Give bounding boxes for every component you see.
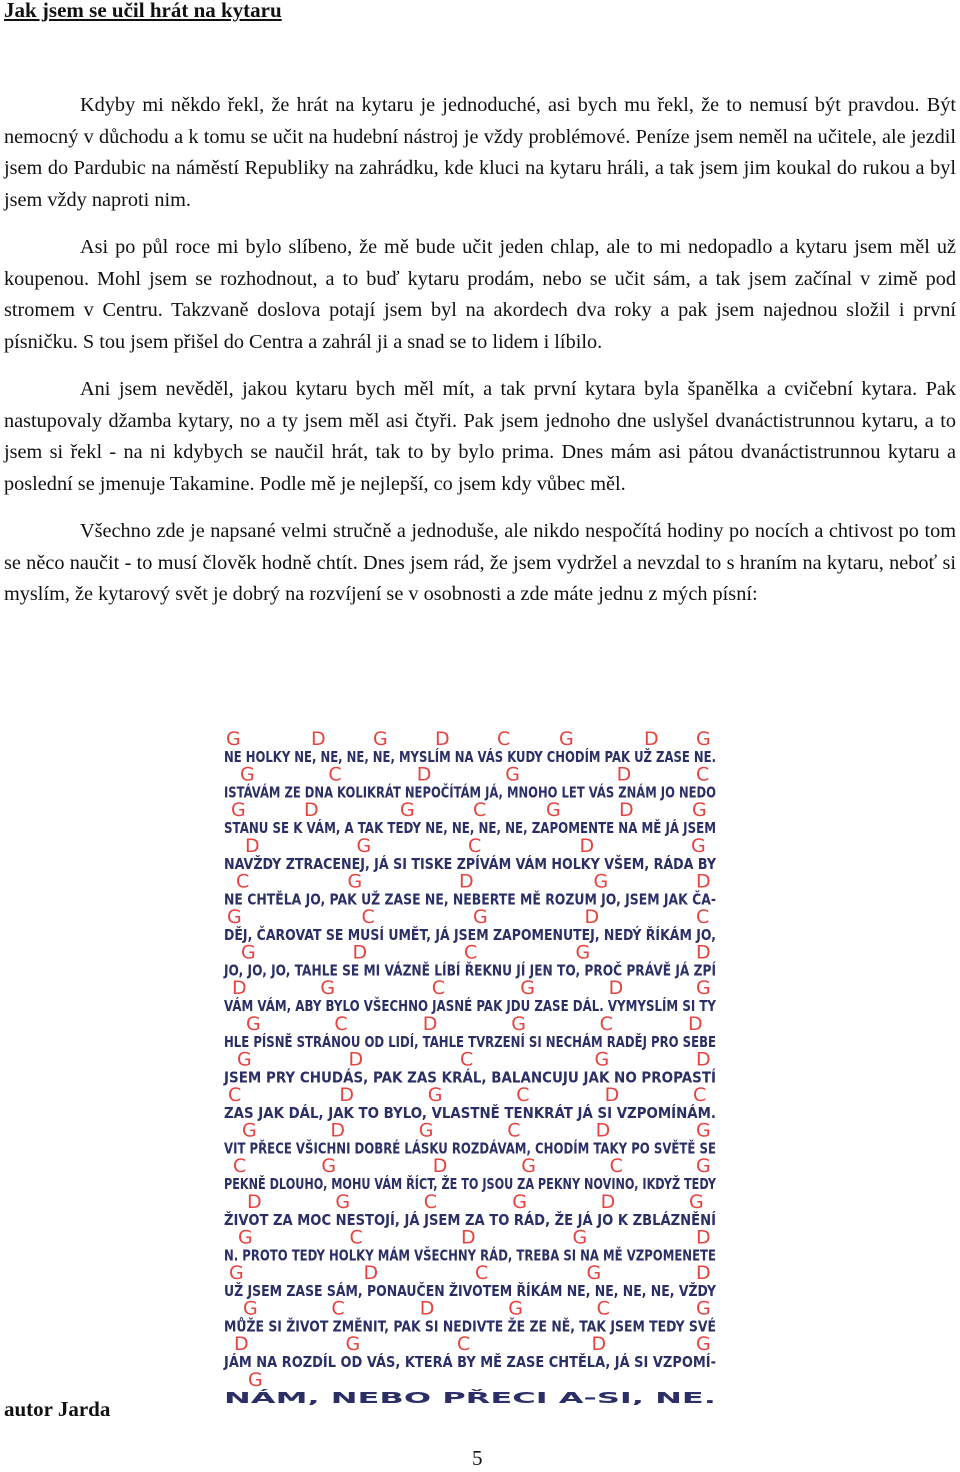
song-lyric-line: NÁM, NEBO PŘECI A-SI, NE. xyxy=(224,1388,455,1407)
song-chord-label: C xyxy=(609,1155,623,1178)
song-chord-label: D xyxy=(234,1333,249,1356)
song-chord-label: G xyxy=(418,1119,434,1142)
song-chord-label: D xyxy=(696,870,711,893)
song-lyric-line: N. PROTO TEDY HOLKY MÁM VŠECHNY RÁD, TREBA SI NA MĚ VZPOMENETE xyxy=(224,1246,856,1265)
song-chord-label: D xyxy=(232,977,247,1000)
song-chord-label: D xyxy=(696,1048,711,1071)
song-chord-label: G xyxy=(320,977,336,1000)
song-chord-label: G xyxy=(572,1226,588,1249)
song-chord-label: G xyxy=(356,834,372,857)
song-lyrics-with-chords xyxy=(222,722,881,1412)
song-lyric-line: JO, JO, JO, TAHLE SE MI VÁZNĚ LÍBÍ ŘEKNU JÍ JEN TO, PROČ PRÁVĚ JÁ ZPÍ xyxy=(224,961,829,980)
song-chord-label: D xyxy=(696,1226,711,1249)
paragraph-guitars: Ani jsem nevěděl, jakou kytaru bych měl mít, a tak první kytara byla španělka a cvičební kytara. Pak nastupovaly džamba kytary, no a ty jsem měl asi čtyři. Pak jsem jednoho dne uslyšel dvanáctistrunnou kytaru, a to jsem si řekl - na ni kdybych se naučil hrát, tak to by bylo prima. Dnes mám asi pátou dvanáctistrunnou kytaru a poslední se jmenuje Takamine. Podle mě je nejlepší, co jsem kdy vůbec měl. xyxy=(4,378,956,495)
song-chord-label: C xyxy=(349,1226,363,1249)
song-chord-label: G xyxy=(242,1119,257,1142)
song-chord-label: C xyxy=(334,1012,348,1035)
song-chord-label: D xyxy=(696,1262,711,1284)
song-lyric-line: ŽIVOT ZA MOC NESTOJÍ, JÁ JSEM ZA TO RÁD, ŽE JÁ JO K ZBLÁZNĚNÍ xyxy=(224,1210,787,1229)
song-chord-label: D xyxy=(348,1048,364,1071)
song-chord-label: G xyxy=(546,799,561,822)
song-chord-label: G xyxy=(226,728,241,750)
song-lyric-line: PEKNĚ DLOUHO, MOHU VÁM ŘÍCT, ŽE TO JSOU ZA PEKNY NOVINO, IKDYŽ TEDY xyxy=(224,1175,881,1194)
song-chord-label: G xyxy=(335,1190,351,1213)
song-chord-label: C xyxy=(473,799,487,822)
song-chord-label: G xyxy=(240,763,255,786)
song-chord-label: C xyxy=(596,1297,610,1320)
song-chord-label: G xyxy=(511,1012,526,1035)
song-lyric-line: DĚJ, ČAROVAT SE MUSÍ UMĚT, JÁ JSEM ZAPOMENUTEJ, NEDÝ ŘÍKÁM JO, xyxy=(224,926,815,944)
song-chord-label: G xyxy=(243,1297,258,1320)
song-chord-label: D xyxy=(579,834,595,857)
song-chord-label: D xyxy=(247,1190,262,1213)
song-chord-label: G xyxy=(696,1119,711,1142)
song-lyric-line: ISTÁVÁM ZE DNA KOLIKRÁT NEPOČÍTÁM JÁ, MNOHO LET VÁS ZNÁM JO NEDO xyxy=(224,783,862,802)
song-lyric-line: STANU SE K VÁM, A TAK TEDY NE, NE, NE, NE, ZAPOMENTE NA MĚ JÁ JSEM xyxy=(224,819,848,838)
song-chord-label: G xyxy=(347,870,363,893)
song-chord-label: G xyxy=(427,1084,443,1106)
document-title: Jak jsem se učil hrát na kytaru xyxy=(4,0,282,22)
song-chord-label: D xyxy=(604,1084,620,1106)
song-lyric-line: UŽ JSEM ZASE SÁM, PONAUČEN ŽIVOTEM ŘÍKÁM NE, NE, NE, NE, VŽDY xyxy=(224,1282,817,1300)
song-chord-label: D xyxy=(352,941,368,964)
song-chord-label: G xyxy=(696,977,711,1000)
song-chord-label: D xyxy=(330,1119,346,1142)
song-chord-label: G xyxy=(229,1262,244,1284)
song-chord-label: D xyxy=(304,799,319,822)
song-chord-label: G xyxy=(227,906,242,928)
song-chord-label: D xyxy=(311,728,326,750)
song-chord-label: C xyxy=(693,1084,707,1106)
song-chord-label: D xyxy=(595,1119,611,1142)
song-chord-label: G xyxy=(345,1333,361,1356)
paragraph-learning: Asi po půl roce mi bylo slíbeno, že mě bude učit jeden chlap, ale to mi nedopadlo a kytaru jsem měl už koupenou. Mohl jsem se rozhodnout, a to buď kytaru prodám, nebo se učit sám, a tak jsem začínal v zimě pod stromem v Centru. Takzvaně doslova potají jsem byl na akordech dva roky a pak jsem najednou složil i první písničku. S tou jsem přišel do Centra a zahrál ji a snad se to lidem i líbilo. xyxy=(4,236,956,353)
song-chord-label: G xyxy=(575,941,591,964)
song-chord-label: D xyxy=(619,799,634,822)
song-chord-label: G xyxy=(559,728,574,750)
song-chord-label: G xyxy=(692,799,707,822)
song-chord-label: D xyxy=(584,906,600,928)
song-lyric-line: NE CHTĚLA JO, PAK UŽ ZASE NE, NEBERTE MĚ ROZUM JO, JSEM JAK ČA- xyxy=(224,890,818,909)
song-chord-label: C xyxy=(696,763,710,786)
song-chord-label: D xyxy=(616,763,632,786)
song-chord-label: D xyxy=(591,1333,607,1356)
author-signature: autor Jarda xyxy=(4,1397,111,1421)
song-chord-label: D xyxy=(339,1084,355,1106)
page-number: 5 xyxy=(472,1446,483,1470)
song-chord-label: C xyxy=(468,834,482,857)
song-chord-label: C xyxy=(464,941,478,964)
song-chord-label: C xyxy=(696,906,710,928)
song-chord-label: D xyxy=(435,728,450,750)
song-chord-label: G xyxy=(691,834,706,857)
song-chord-label: C xyxy=(599,1012,613,1035)
song-chord-label: C xyxy=(361,906,375,928)
song-chord-label: D xyxy=(608,977,624,1000)
song-lyric-line: MŮŽE SI ŽIVOT ZMĚNIT, PAK SI NEDIVTE ŽE ZE NĚ, TAK JSEM TEDY SVÉ xyxy=(224,1317,818,1336)
handwritten-song-image xyxy=(222,722,881,1412)
song-lyric-line: ZAS JAK DÁL, JAK TO BYLO, VLASTNĚ TENKRÁT JÁ SI VZPOMÍNÁM. xyxy=(224,1104,777,1122)
song-chord-label: G xyxy=(696,1333,711,1356)
song-chord-label: C xyxy=(331,1297,345,1320)
song-chord-label: G xyxy=(237,1048,252,1071)
song-chord-label: D xyxy=(600,1190,616,1213)
song-lyric-line: VIT PŘECE VŠICHNI DOBRÉ LÁSKU ROZDÁVAM, CHODÍM TAKY PO SVĚTĚ SE xyxy=(224,1139,853,1158)
song-chord-label: G xyxy=(520,977,535,1000)
paragraph-intro: Kdyby mi někdo řekl, že hrát na kytaru je jednoduché, asi bych mu řekl, že to nemusí být pravdou. Být nemocný v důchodu a k tomu se učit na hudební nástroj je vždy problémové. Peníze jsem neměl na učitele, ale jezdil jsem do Pardubic na náměstí Republiky na zahrádku, kde kluci na kytaru hráli, a tak jsem jim koukal do rukou a byl jsem vždy naproti nim. xyxy=(4,94,956,211)
song-lyric-line: VÁM VÁM, ABY BYLO VŠECHNO JASNÉ PAK JDU ZASE DÁL. VYMYSLÍM SI TY xyxy=(224,997,848,1016)
song-chord-label: G xyxy=(373,728,388,750)
song-chord-label: G xyxy=(508,1297,523,1320)
song-chord-label: D xyxy=(644,728,659,750)
song-chord-label: C xyxy=(423,1190,438,1213)
song-chord-label: G xyxy=(696,1297,711,1320)
song-chord-label: G xyxy=(512,1190,527,1213)
song-lyric-line: NAVŽDY ZTRACENEJ, JÁ SI TISKE ZPÍVÁM VÁM HOLKY VŠEM, RÁDA BY xyxy=(224,854,807,873)
song-chord-label: G xyxy=(238,1226,253,1249)
song-chord-label: D xyxy=(461,1226,476,1249)
song-chord-label: G xyxy=(696,728,711,750)
song-lyric-line: JSEM PRY CHUDÁS, PAK ZAS KRÁL, BALANCUJU JAK NO PROPASTÍ xyxy=(224,1068,773,1087)
song-chord-label: C xyxy=(475,1262,489,1284)
song-chord-label: D xyxy=(459,870,474,893)
song-chord-label: G xyxy=(231,799,246,822)
song-chord-label: C xyxy=(228,1084,242,1106)
song-chord-label: G xyxy=(586,1262,602,1284)
song-chord-label: D xyxy=(419,1297,435,1320)
song-lyric-line: HLE PÍSNĚ STRÁNOU OD LIDÍ, TAHLE TVRZENÍ SI NECHÁM RADĚJ PRO SEBE xyxy=(224,1032,855,1051)
song-chord-label: G xyxy=(400,799,415,822)
song-chord-label: D xyxy=(363,1262,379,1284)
song-chord-label: G xyxy=(521,1155,536,1178)
song-chord-label: C xyxy=(460,1048,474,1071)
song-chord-label: C xyxy=(497,728,511,750)
song-chord-label: D xyxy=(432,1155,448,1178)
song-chord-label: D xyxy=(696,941,711,964)
song-chord-label: C xyxy=(457,1333,471,1356)
article-body xyxy=(4,90,956,627)
song-chord-label: G xyxy=(505,763,520,786)
song-chord-label: C xyxy=(236,870,250,893)
song-lyric-line: NE HOLKY NE, NE, NE, NE, MYSLÍM NA VÁS KUDY CHODÍM PAK UŽ ZASE NE. xyxy=(224,748,859,766)
song-chord-label: G xyxy=(248,1368,263,1391)
paragraph-closing: Všechno zde je napsané velmi stručně a jednoduše, ale nikdo nespočítá hodiny po nocích a chtivost po tom se něco naučit - to musí člověk hodně chtít. Dnes jsem rád, že jsem vydržel a nevzdal to s hraním na kytaru, neboť si myslím, že kytarový svět je dobrý na rozvíjení se v osobnosti a zde máte jednu z mých písní: xyxy=(4,520,956,605)
song-chord-label: G xyxy=(696,1155,711,1178)
song-chord-label: C xyxy=(328,763,342,786)
song-chord-label: D xyxy=(688,1012,703,1035)
song-chord-label: C xyxy=(233,1155,247,1178)
song-chord-label: G xyxy=(241,941,256,964)
song-chord-label: G xyxy=(321,1155,337,1178)
song-chord-label: C xyxy=(431,977,446,1000)
song-chord-label: G xyxy=(594,1048,610,1071)
song-chord-label: D xyxy=(245,834,260,857)
song-chord-label: G xyxy=(689,1190,704,1213)
song-chord-label: D xyxy=(416,763,432,786)
song-lyric-line: JÁM NA ROZDÍL OD VÁS, KTERÁ BY MĚ ZASE CHTĚLA, JÁ SI VZPOMÍ- xyxy=(224,1353,793,1372)
song-chord-label: G xyxy=(593,870,609,893)
song-chord-label: G xyxy=(473,906,488,928)
song-chord-label: C xyxy=(507,1119,521,1142)
song-chord-label: D xyxy=(422,1012,438,1035)
song-chord-label: G xyxy=(246,1012,261,1035)
song-chord-label: C xyxy=(516,1084,530,1106)
